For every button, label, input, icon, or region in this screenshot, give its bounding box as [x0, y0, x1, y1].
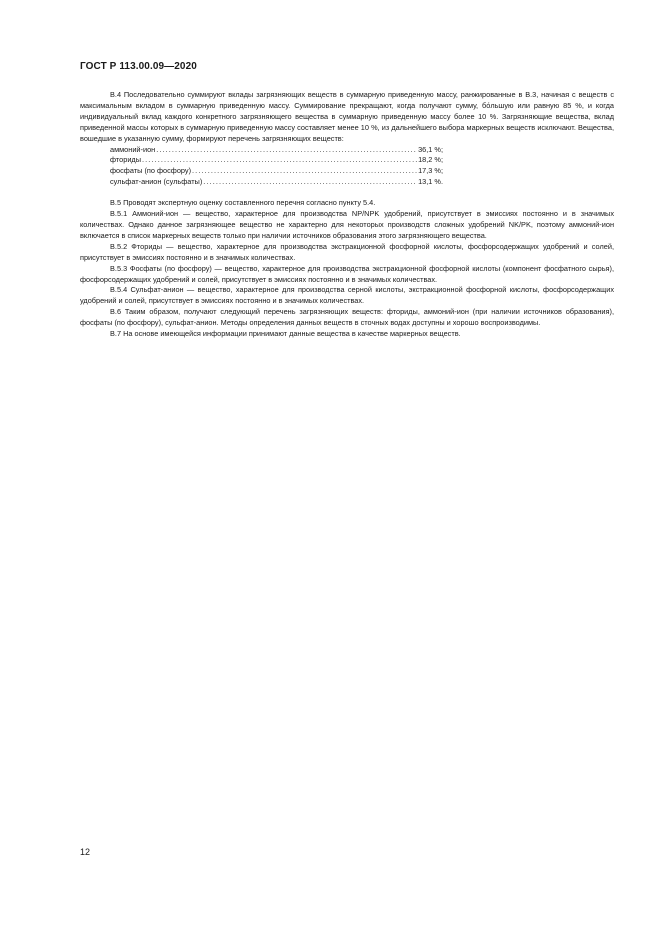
- paragraph-b6: В.6 Таким образом, получают следующий перечень загрязняющих веществ: фториды, аммоний-ион (при наличии источников образования), фосфаты (по фосфору), сульфат-анион. Методы определения данных веществ в сточных водах доступны и хорошо воспроизводимы.: [80, 307, 614, 328]
- list-item-value: 13,1 %.: [418, 177, 443, 187]
- list-item-name: аммоний-ион: [110, 144, 156, 154]
- page-number: 12: [80, 847, 91, 857]
- pollutant-list: [80, 145, 443, 189]
- list-item: [110, 166, 443, 177]
- list-item-value: 18,2 %;: [418, 155, 443, 165]
- list-item-value: 36,1 %;: [418, 144, 443, 154]
- dot-leader: [203, 177, 417, 188]
- paragraph-b4: В.4 Последовательно суммируют вклады загрязняющих веществ в суммарную приведенную массу, ранжированные в В.3, начиная с веществ с максимальным вкладом в суммарную приведенную массу. Суммирование прекращают, когда получают сумму, бо́льшую или равную 85 %, и когда индивидуальный вклад каждого конкретного загрязняющего вещества в суммарную приведенную массу более 10 %. Загрязняющие вещества, вклад приведенной массы которых в суммарную приведенную массу составляет менее 10 %, из дальнейшего выбора маркерных веществ исключают. Вещества, вошедшие в указанную сумму, формируют перечень загрязняющих веществ:: [80, 90, 614, 143]
- list-item: [110, 155, 443, 166]
- list-item-name: фториды: [110, 155, 141, 165]
- list-item: [110, 145, 443, 156]
- paragraph-b5-3: В.5.3 Фосфаты (по фосфору) — вещество, характерное для производства экстракционной фосфорной кислоты (компонент фосфатного сырья), фосфорсодержащих удобрений и солей, присутствует в эмиссиях постоянно и в значимых количествах.: [80, 263, 614, 284]
- paragraph-b5-2: В.5.2 Фториды — вещество, характерное для производства экстракционной фосфорной кислоты, фосфорсодержащих удобрений и солей, присутствует в эмиссиях постоянно и в значимых количествах.: [80, 241, 614, 262]
- paragraph-b5: В.5 Проводят экспертную оценку составленного перечня согласно пункту 5.4.: [110, 198, 376, 208]
- list-item: [110, 177, 443, 188]
- document-body: [80, 90, 614, 340]
- list-item-value: 17,3 %;: [418, 166, 443, 176]
- section-gap: [80, 188, 614, 198]
- list-item-name: фосфаты (по фосфору): [110, 166, 192, 176]
- dot-leader: [156, 145, 417, 156]
- list-item-name: сульфат-анион (сульфаты): [110, 177, 203, 187]
- dot-leader: [192, 166, 417, 177]
- paragraph-b5-1: В.5.1 Аммоний-ион — вещество, характерное для производства NP/NPK удобрений, присутствует в эмиссиях постоянно и в значимых количествах. Однако данное загрязняющее вещество не характерно для некоторых производств сложных удобрений NK/PK, поэтому аммоний-ион включается в список маркерных веществ только при наличии источников образования этого загрязняющего вещества.: [80, 209, 614, 240]
- dot-leader: [142, 155, 417, 166]
- paragraph-b7: В.7 На основе имеющейся информации принимают данные вещества в качестве маркерных веществ.: [110, 329, 461, 339]
- paragraph-b5-4: В.5.4 Сульфат-анион — вещество, характерное для производства серной кислоты, экстракционной фосфорной кислоты, фосфорсодержащих удобрений и солей, присутствует в эмиссиях постоянно и в значимых количествах.: [80, 285, 614, 306]
- document-header: ГОСТ Р 113.00.09—2020: [80, 61, 197, 72]
